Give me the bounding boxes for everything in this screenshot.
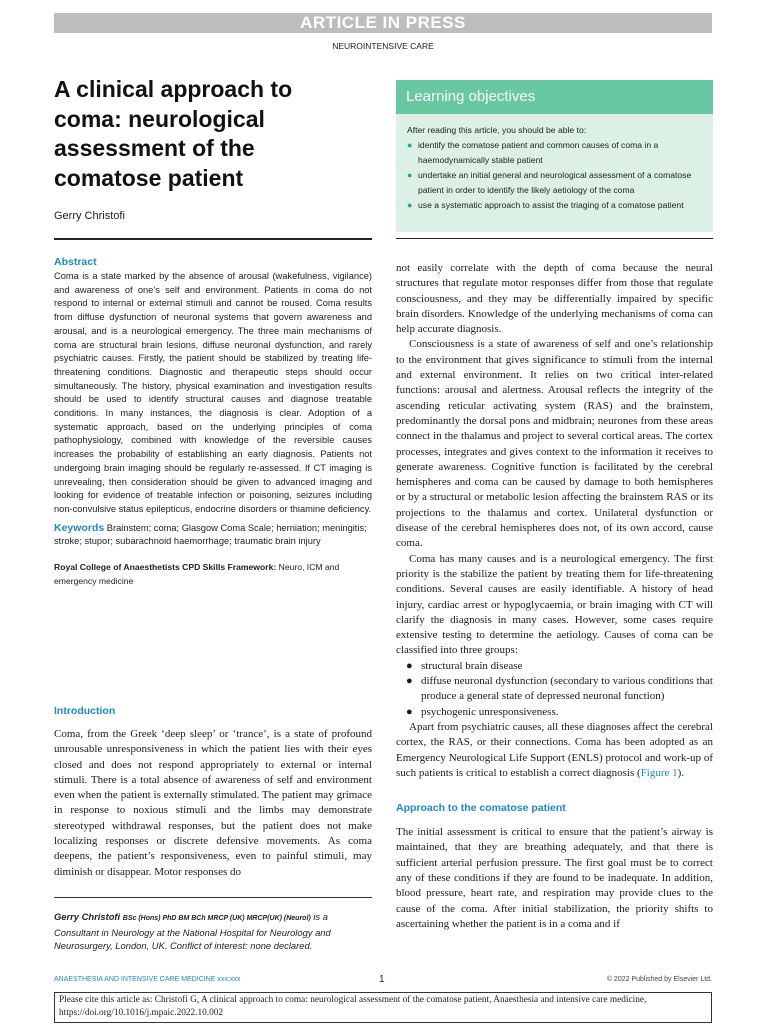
keywords-text: Brainstem; coma; Glasgow Coma Scale; herniation; meningitis; stroke; stupor; subarachnoid haemorrhage; traumatic brain injury [54,522,367,547]
learning-objective-item: ● identify the comatose patient and common causes of coma in a haemodynamically stable patient [407,140,659,165]
article-in-press-banner: ARTICLE IN PRESS [54,13,712,33]
approach-heading: Approach to the comatose patient [396,802,566,815]
list-item: ● diffuse neuronal dysfunction (secondary to various conditions that produce a general state of depressed neuronal function) [406,675,713,703]
abstract-heading: Abstract [54,256,97,268]
cpd-label: Royal College of Anaesthetists CPD Skills Framework: [54,562,277,573]
learning-objectives-list [396,138,713,213]
page-footer [54,974,712,988]
cpd-framework [54,560,372,588]
copyright: © 2022 Published by Elsevier Ltd. [606,976,712,983]
paragraph: not easily correlate with the depth of coma because the neural structures that regulate motor responses differ from those that regulate consciousness, and they may be differentially impaired by specific brain disorders. Knowledge of the underlying mechanisms of coma can help accurate diagnosis. [396,262,713,336]
paragraph: The initial assessment is critical to ensure that the patient’s airway is maintained, that they are breathing adequately, and that there is sufficient arterial perfusion pressure. The first goal must be to correct any of these conditions if they are found to be inadequate. In addition, blood pressure, heart rate, and respiration may provide clues to the cause of the coma. After initial stabilization, the priority shifts to ascertaining whether the patient is in a coma and if [396,826,713,930]
learning-objectives-box [396,80,713,232]
list-item: ● psychogenic unresponsiveness. [406,705,713,720]
bio-text: is a Consultant in Neurology at the National Hospital for Neurology and Neurosurgery, London, UK. Conflict of interest: none declared. [54,911,331,951]
introduction-heading: Introduction [54,705,116,717]
author-bio [54,910,372,953]
paragraph: Apart from psychiatric causes, all these diagnoses affect the cerebral cortex, the RAS, or their connections. Coma has been adopted as an Emergency Neurological Life Support (ENLS) protocol and work-up of such patients is critical to establish a correct diagnosis (Figure 1). [396,720,713,779]
learning-objectives-heading: Learning objectives [396,80,713,114]
keywords-label: Keywords [54,521,105,534]
keywords [54,522,372,549]
abstract-text: Coma is a state marked by the absence of arousal (wakefulness, vigilance) and awareness of one’s self and environment. Patients in coma do not respond to internal or external stimuli and cannot be roused. Coma results from diffuse dysfunction of neuronal systems that govern awareness and arousal, and is a neurological emergency. The three main mechanisms of coma are structural brain lesions, diffuse neuronal dysfunction, and rarely psychiatric causes. Firstly, the patient should be stabilized by treating life-threatening conditions. Diagnostic and therapeutic steps should occur simultaneously. The history, physical examination and investigation results should be used to identify structural causes and diagnose treatable conditions. In many instances, the diagnosis is clear. Adoption of a systematic approach, based on the underlying principles of coma pathophysiology, combined with knowledge of the reversible causes increases the probability of establishing an early diagnosis. Patients not undergoing brain imaging should be regularly re-assessed. If CT imaging is unrevealing, then consideration should be given to advanced imaging and looking for evidence of treatable infection or poisoning, seizures including non-convulsive status epilepticus, endocrine disorders or thiamine deficiency. [54,271,372,514]
header-divider [54,238,372,240]
section-label: NEUROINTENSIVE CARE [332,41,434,51]
bio-degrees: BSc (Hons) PhD BM BCh MRCP (UK) MRCP(UK) (Neurol) [122,915,311,922]
page-number: 1 [379,974,385,985]
right-column [396,261,713,932]
bullet-icon: ● [407,140,413,150]
paragraph: Coma has many causes and is a neurological emergency. The first priority is the stabilize the patient by treating them for life-threatening conditions. Several causes are easily identifiable. A history of head injury, cardiac arrest or hypoglycaemia, or brain imaging with CT will clarify the diagnosis in many cases. However, some cases require extensive testing to determine the aetiology. Causes of coma can be classified into three groups: [396,552,713,657]
bullet-icon: ● [406,705,413,718]
introduction-section [54,705,372,880]
citation-box: Please cite this article as: Christofi G, A clinical approach to coma: neurological assessment of the comatose patient, Anaesthesia and intensive care medicine, https://doi.org/10.1016/j.mpaic.2022.10.002 [54,992,712,1023]
coma-causes-list [396,659,713,720]
bio-divider [54,897,372,898]
article-title: A clinical approach to coma: neurological assessment of the comatose patient [54,76,293,191]
learning-objective-item: ● use a systematic approach to assist the triaging of a comatose patient [407,198,701,213]
bullet-icon: ● [407,200,413,210]
abstract-section [54,256,372,588]
learning-objective-item: ● undertake an initial general and neurological assessment of a comatose patient in order to identify the likely aetiology of the coma [407,170,692,195]
bullet-icon: ● [406,659,413,672]
header-divider-right [396,238,713,239]
bio-name: Gerry Christofi [54,911,121,922]
list-item: ● structural brain disease [406,659,713,674]
paragraph: Consciousness is a state of awareness of self and one’s relationship to the environment that gives significance to stimuli from the internal and external environment. It relies on two critical inter-related functions: arousal and alertness. Arousal reflects the integrity of the ascending reticular activating system (RAS) and the brainstem, predominantly the dorsal pons and midbrain; neurones from these areas connect in the thalamus and project to several cortical areas. The cortex processes, integrates and gives context to the information it receives to generate awareness. Cognitive function is facilitated by the cerebral hemispheres and coma can be caused by damage to both hemispheres or by a structural or metabolic lesion affecting the brainstem RAS or its projections to the thalamus and cortex. Unilateral dysfunction or disease of the cerebral hemispheres does not, of its own accord, cause coma. [396,338,713,550]
author-name: Gerry Christofi [54,210,125,222]
cpd-text: Neuro, ICM and emergency medicine [54,562,340,587]
bullet-icon: ● [407,170,413,180]
learning-objectives-intro: After reading this article, you should be able to: [407,125,587,135]
introduction-text: Coma, from the Greek ‘deep sleep’ or ‘trance’, is a state of profound unrousable unresponsiveness in which the patient lies with their eyes closed and does not respond appropriately to external or internal stimuli. There is a total absence of awareness of self and environment even when the patient is externally stimulated. The patient may grimace in response to noxious stimuli and the limbs may demonstrate stereotyped withdrawal responses, but the patient does not make localizing responses or discrete defensive movements. As coma deepens, the patient’s responsiveness, even to painful stimuli, may diminish or disappear. Motor responses do [54,728,372,878]
bullet-icon: ● [406,675,413,688]
journal-name: ANAESTHESIA AND INTENSIVE CARE MEDICINE xxx:xxx [54,976,241,983]
figure-1-link[interactable]: Figure 1 [640,766,678,779]
